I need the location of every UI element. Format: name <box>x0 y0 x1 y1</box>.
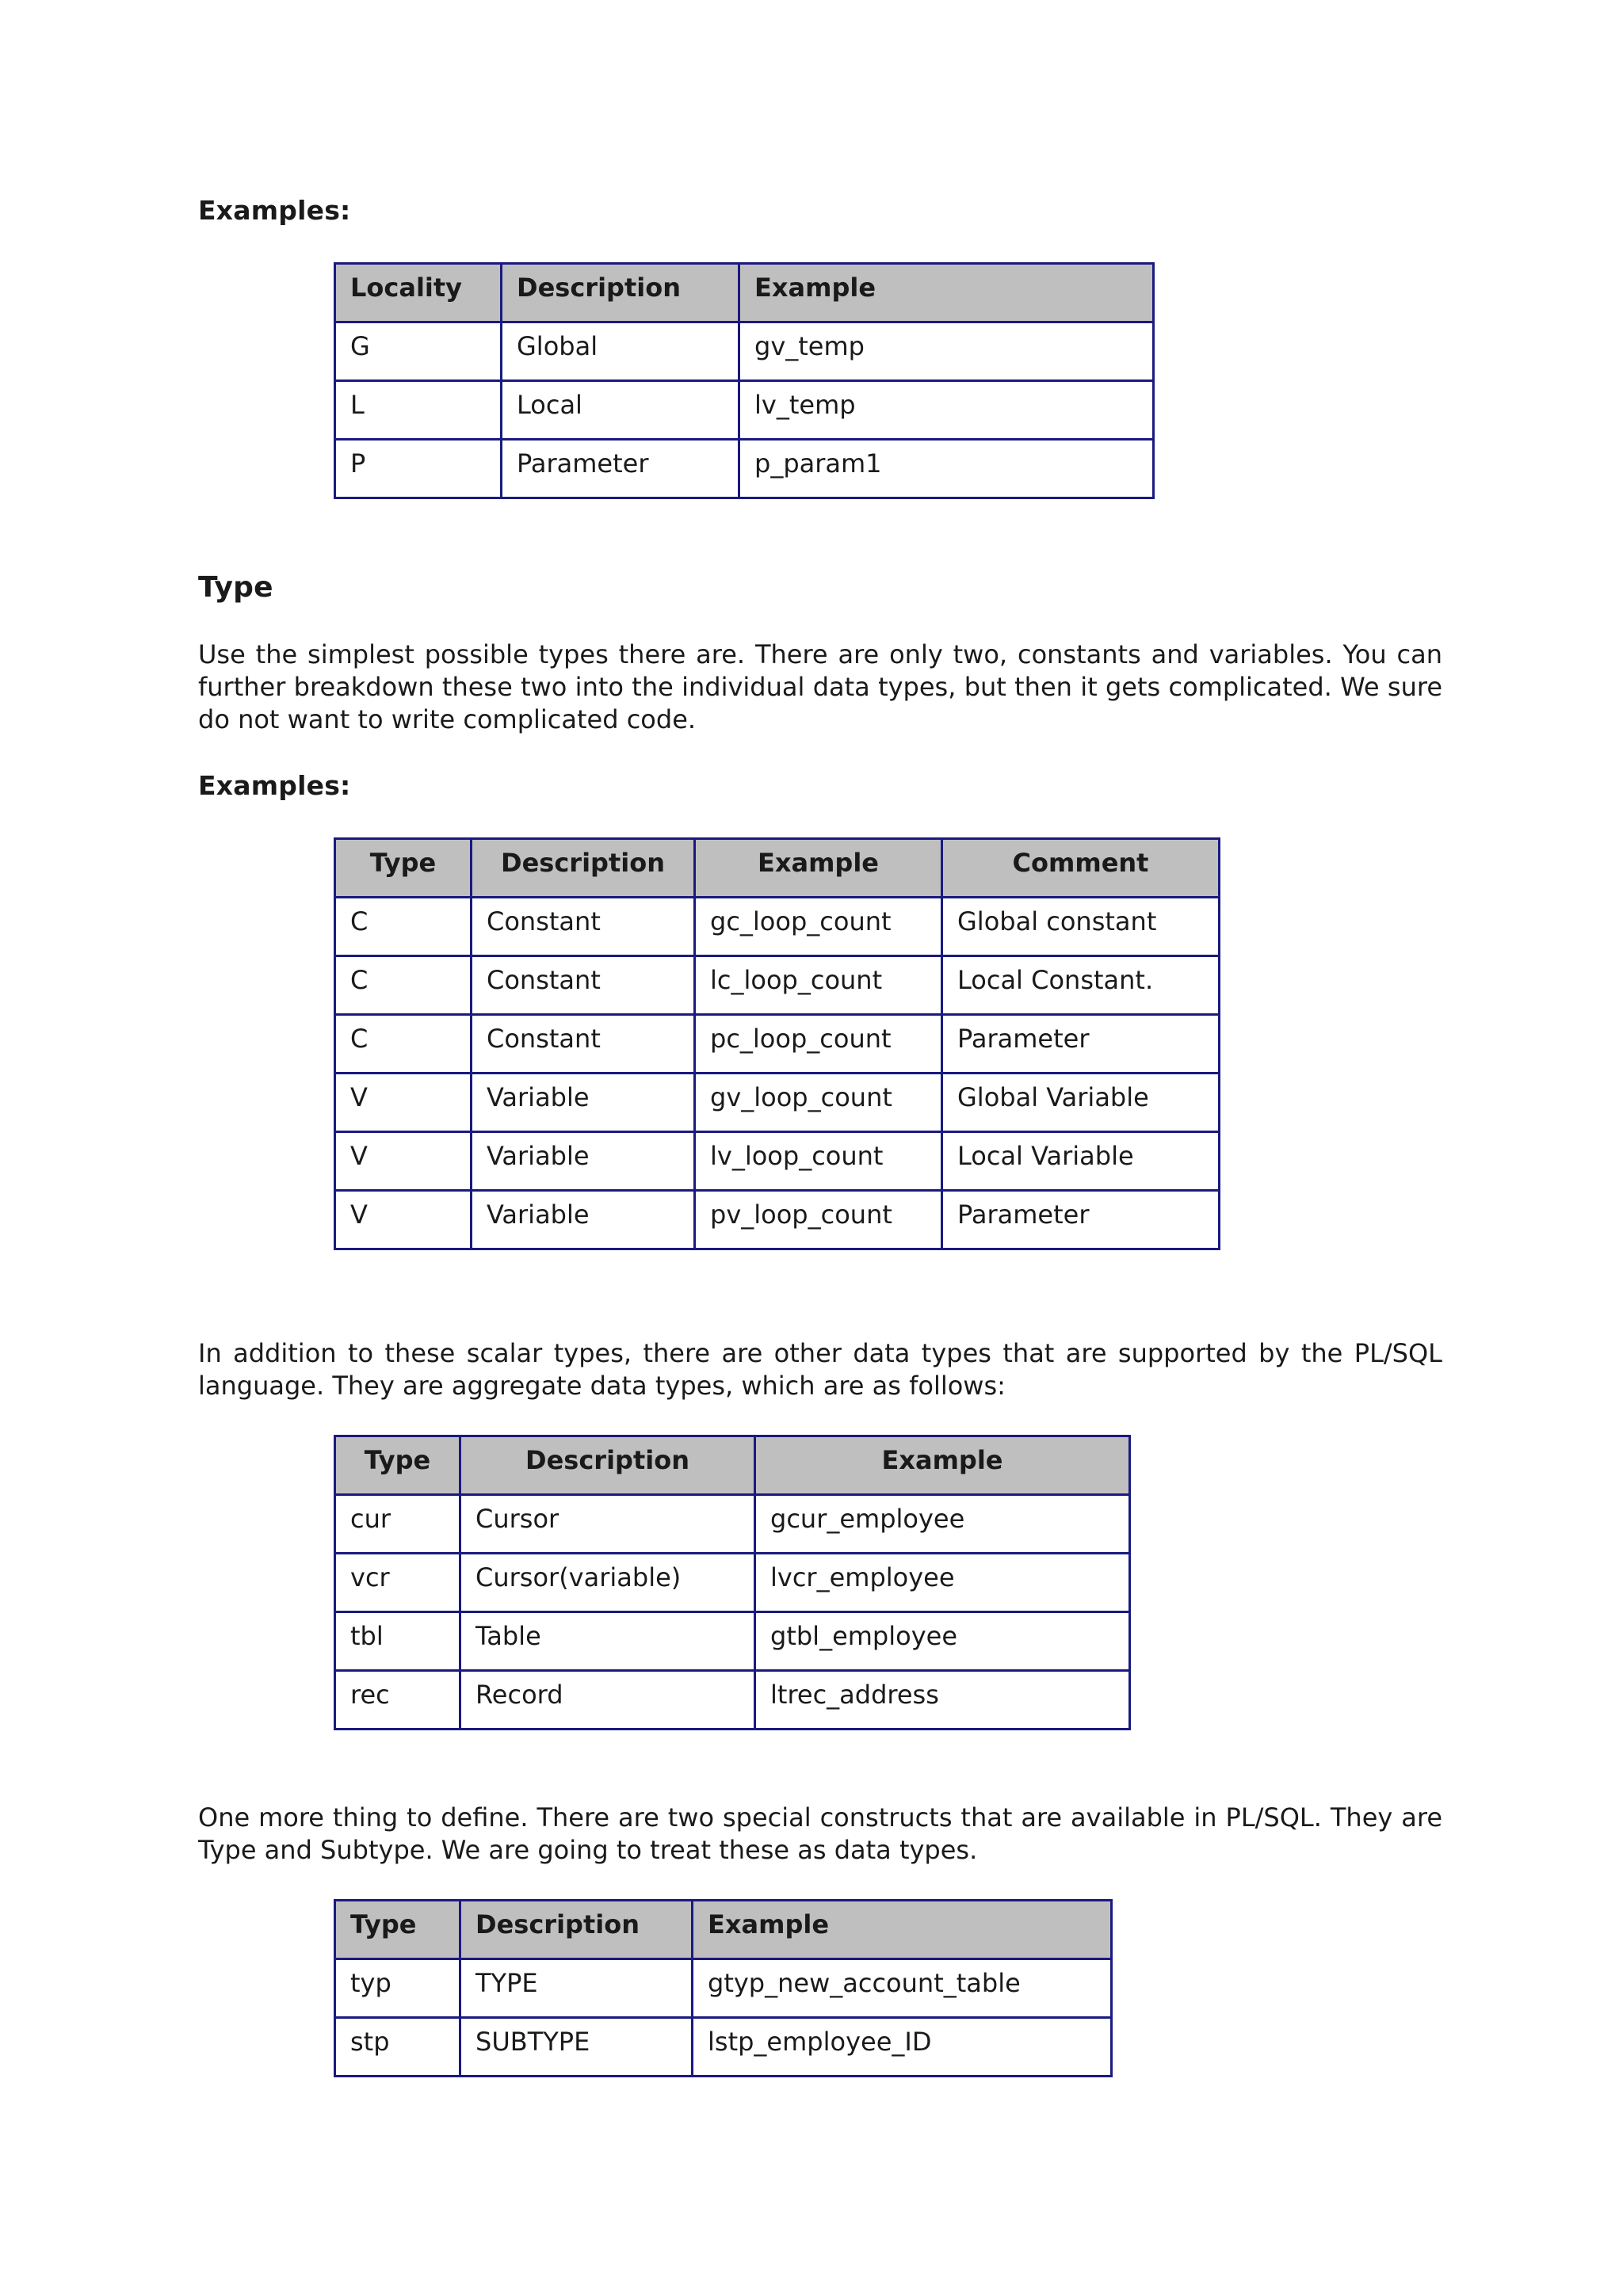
table-cell: Global Variable <box>942 1074 1220 1132</box>
column-header: Type <box>335 1436 460 1495</box>
column-header: Description <box>502 264 739 322</box>
aggregate-table <box>334 1435 1131 1730</box>
table-cell: C <box>335 898 472 956</box>
table-cell: rec <box>335 1671 460 1730</box>
table-header-row <box>335 839 1220 898</box>
table-row <box>335 1612 1130 1671</box>
table-cell: lv_temp <box>739 381 1154 440</box>
column-header: Description <box>472 839 695 898</box>
table-row <box>335 956 1220 1015</box>
column-header: Type <box>335 1901 460 1959</box>
table-cell: Parameter <box>502 440 739 498</box>
column-header: Description <box>460 1901 693 1959</box>
column-header: Example <box>695 839 942 898</box>
table-cell: tbl <box>335 1612 460 1671</box>
table-cell: Cursor(variable) <box>460 1554 755 1612</box>
column-header: Description <box>460 1436 755 1495</box>
table-cell: Local Constant. <box>942 956 1220 1015</box>
table-cell: stp <box>335 2018 460 2077</box>
table-cell: Local Variable <box>942 1132 1220 1191</box>
table-cell: TYPE <box>460 1959 693 2018</box>
table-cell: lc_loop_count <box>695 956 942 1015</box>
table-cell: Constant <box>472 956 695 1015</box>
table-cell: lv_loop_count <box>695 1132 942 1191</box>
table-cell: cur <box>335 1495 460 1554</box>
table-cell: P <box>335 440 502 498</box>
table-row <box>335 1959 1112 2018</box>
table-cell: Parameter <box>942 1191 1220 1249</box>
table-cell: Global <box>502 322 739 381</box>
table-row <box>335 1554 1130 1612</box>
table-cell: V <box>335 1191 472 1249</box>
subtype-table <box>334 1899 1113 2077</box>
table-cell: pc_loop_count <box>695 1015 942 1074</box>
table-cell: C <box>335 1015 472 1074</box>
table-header-row <box>335 264 1154 322</box>
table-row <box>335 322 1154 381</box>
table-cell: L <box>335 381 502 440</box>
examples-label-1: Examples: <box>198 195 351 226</box>
table-cell: G <box>335 322 502 381</box>
table-cell: Constant <box>472 898 695 956</box>
table-row <box>335 898 1220 956</box>
table-cell: Cursor <box>460 1495 755 1554</box>
column-header: Example <box>755 1436 1130 1495</box>
subtype-paragraph: One more thing to define. There are two special constructs that are available in PL/SQL. They are Type and Subtype. We are going to treat these as data types. <box>198 1802 1442 1865</box>
table-cell: SUBTYPE <box>460 2018 693 2077</box>
table-cell: ltrec_address <box>755 1671 1130 1730</box>
table-cell: Local <box>502 381 739 440</box>
table-row <box>335 1495 1130 1554</box>
table-cell: Table <box>460 1612 755 1671</box>
table-header-row <box>335 1436 1130 1495</box>
table-cell: Constant <box>472 1015 695 1074</box>
table-cell: p_param1 <box>739 440 1154 498</box>
table-cell: lstp_employee_ID <box>693 2018 1112 2077</box>
table-cell: V <box>335 1132 472 1191</box>
table-cell: Parameter <box>942 1015 1220 1074</box>
table-cell: Global constant <box>942 898 1220 956</box>
type-paragraph: Use the simplest possible types there are. There are only two, constants and variables. You can further breakdown these two into the individual data types, but then it gets complicated. We sure do not want to write complicated code. <box>198 639 1442 734</box>
table-cell: gtbl_employee <box>755 1612 1130 1671</box>
type-heading: Type <box>198 571 273 604</box>
column-header: Locality <box>335 264 502 322</box>
column-header: Comment <box>942 839 1220 898</box>
table-row <box>335 1671 1130 1730</box>
table-header-row <box>335 1901 1112 1959</box>
table-cell: gtyp_new_account_table <box>693 1959 1112 2018</box>
table-cell: gv_temp <box>739 322 1154 381</box>
table-row <box>335 440 1154 498</box>
column-header: Example <box>739 264 1154 322</box>
table-cell: gc_loop_count <box>695 898 942 956</box>
table-row <box>335 1132 1220 1191</box>
table-row <box>335 1074 1220 1132</box>
locality-table <box>334 262 1155 499</box>
table-cell: gv_loop_count <box>695 1074 942 1132</box>
table-cell: C <box>335 956 472 1015</box>
table-row <box>335 1015 1220 1074</box>
table-row <box>335 381 1154 440</box>
table-row <box>335 2018 1112 2077</box>
table-cell: Record <box>460 1671 755 1730</box>
table-cell: typ <box>335 1959 460 2018</box>
table-cell: Variable <box>472 1191 695 1249</box>
table-cell: V <box>335 1074 472 1132</box>
column-header: Type <box>335 839 472 898</box>
table-cell: pv_loop_count <box>695 1191 942 1249</box>
aggregate-paragraph: In addition to these scalar types, there are other data types that are supported by the PL/SQL language. They are aggregate data types, which are as follows: <box>198 1338 1442 1401</box>
table-cell: Variable <box>472 1074 695 1132</box>
table-cell: Variable <box>472 1132 695 1191</box>
examples-label-2: Examples: <box>198 770 351 801</box>
column-header: Example <box>693 1901 1112 1959</box>
table-cell: vcr <box>335 1554 460 1612</box>
table-cell: gcur_employee <box>755 1495 1130 1554</box>
table-cell: lvcr_employee <box>755 1554 1130 1612</box>
table-row <box>335 1191 1220 1249</box>
type-table <box>334 837 1220 1250</box>
